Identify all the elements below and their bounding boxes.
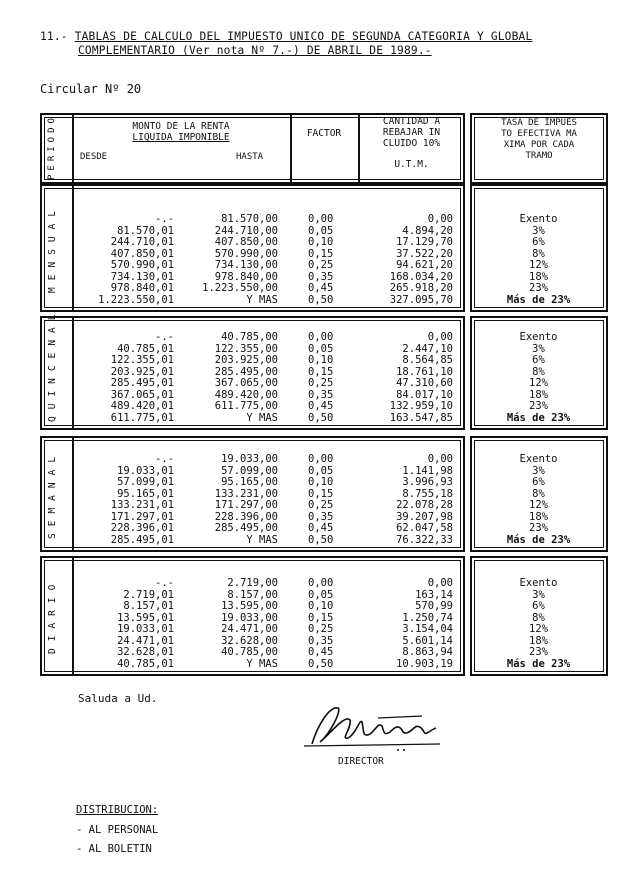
table-row xyxy=(0,413,630,425)
hasta-cell: 171.297,00 xyxy=(214,499,278,511)
desde-cell: -.- xyxy=(155,213,174,225)
tasa-header-line-1: TASA DE IMPUES xyxy=(501,118,577,128)
desde-cell: 122.355,01 xyxy=(110,354,174,366)
hasta-cell: 40.785,00 xyxy=(221,646,278,658)
factor-cell: 0,00 xyxy=(308,453,334,465)
factor-cell: 0,45 xyxy=(308,400,334,412)
cantidad-cell: 2.447,10 xyxy=(402,342,453,355)
hasta-cell: Y MAS xyxy=(246,411,278,424)
factor-cell: 0,50 xyxy=(308,533,334,546)
tasa-header-line-4: TRAMO xyxy=(525,151,553,161)
tasa-cell: 8% xyxy=(532,247,545,260)
cantidad-cell: 1.250,74 xyxy=(402,611,453,624)
factor-cell: 0,00 xyxy=(308,577,334,589)
factor-header: FACTOR xyxy=(306,128,342,139)
tasa-cell: Más de 23% xyxy=(506,533,571,546)
tasa-cell: 6% xyxy=(532,476,545,488)
factor-cell: 0,45 xyxy=(308,646,334,658)
title-line-2: COMPLEMENTARIO (Ver nota Nº 7.-) DE ABRIL DE 1989.- xyxy=(78,44,432,57)
cantidad-cell: 3.996,93 xyxy=(402,476,453,488)
director-signature xyxy=(290,694,460,758)
factor-cell: 0,05 xyxy=(308,588,334,601)
desde-cell: 285.495,01 xyxy=(110,533,174,546)
tasa-cell: 8% xyxy=(532,365,545,378)
table-row xyxy=(0,659,630,671)
tasa-cell: 18% xyxy=(529,388,548,401)
factor-cell: 0,15 xyxy=(308,487,334,500)
tasa-cell: 6% xyxy=(532,600,545,612)
cantidad-cell: 265.918,20 xyxy=(389,282,453,294)
desde-cell: 407.850,01 xyxy=(110,247,174,260)
desde-cell: 133.231,01 xyxy=(110,499,174,511)
desde-cell: 285.495,01 xyxy=(110,377,174,389)
desde-cell: -.- xyxy=(155,453,174,465)
table-row xyxy=(0,283,630,295)
cantidad-cell: 8.755,18 xyxy=(402,487,453,500)
cantidad-cell: 163.547,85 xyxy=(389,411,453,424)
cantidad-cell: 570,99 xyxy=(415,600,453,612)
hasta-cell: 367.065,00 xyxy=(214,377,278,389)
tasa-cell: 23% xyxy=(529,522,548,534)
desde-cell: 81.570,01 xyxy=(117,224,174,237)
cantidad-header-line-4: U.T.M. xyxy=(394,159,429,170)
cantidad-cell: 22.078,28 xyxy=(396,499,453,511)
hasta-cell: 978.840,00 xyxy=(214,270,278,283)
tasa-cell: Exento xyxy=(519,453,558,465)
circular-reference: Circular Nº 20 xyxy=(40,82,142,96)
factor-cell: 0,50 xyxy=(308,657,334,670)
factor-cell: 0,00 xyxy=(308,331,334,343)
table-row xyxy=(0,401,630,413)
hasta-cell: 228.396,00 xyxy=(214,510,278,523)
hasta-cell: 19.033,00 xyxy=(221,453,278,465)
desde-cell: 489.420,01 xyxy=(110,400,174,412)
hasta-cell: 611.775,00 xyxy=(214,400,278,412)
factor-cell: 0,10 xyxy=(308,476,334,488)
factor-cell: 0,15 xyxy=(308,247,334,260)
cantidad-cell: 1.141,98 xyxy=(402,464,453,477)
tasa-header-line-3: XIMA POR CADA xyxy=(503,140,575,150)
cantidad-cell: 8.564,85 xyxy=(402,354,453,366)
hasta-cell: 24.471,00 xyxy=(221,623,278,635)
period-label: DIARIO xyxy=(47,577,58,655)
hasta-cell: 244.710,00 xyxy=(214,224,278,237)
tasa-cell: 6% xyxy=(532,354,545,366)
closing-salutation: Saluda a Ud. xyxy=(78,692,158,705)
desde-cell: 57.099,01 xyxy=(117,476,174,488)
desde-cell: -.- xyxy=(155,331,174,343)
factor-cell: 0,15 xyxy=(308,365,334,378)
tasa-cell: 3% xyxy=(532,588,545,601)
period-label: SEMANAL xyxy=(47,449,58,539)
tasa-cell: 8% xyxy=(532,611,545,624)
hasta-cell: 407.850,00 xyxy=(214,236,278,248)
desde-cell: -.- xyxy=(155,577,174,589)
hasta-cell: 32.628,00 xyxy=(221,634,278,647)
table-row xyxy=(0,523,630,535)
director-label: DIRECTOR xyxy=(338,756,384,767)
hasta-cell: 122.355,00 xyxy=(214,342,278,355)
desde-cell: 19.033,01 xyxy=(117,623,174,635)
tasa-cell: 18% xyxy=(529,634,548,647)
cantidad-cell: 132.959,10 xyxy=(389,400,453,412)
tasa-cell: Más de 23% xyxy=(506,411,571,424)
factor-cell: 0,10 xyxy=(308,354,334,366)
desde-cell: 40.785,01 xyxy=(117,657,174,670)
cantidad-header-line-2: REBAJAR IN xyxy=(382,127,441,138)
cantidad-cell: 37.522,20 xyxy=(396,247,453,260)
cantidad-header-line-1: CANTIDAD A xyxy=(382,116,441,127)
factor-cell: 0,15 xyxy=(308,611,334,624)
hasta-cell: Y MAS xyxy=(246,533,278,546)
cantidad-cell: 39.207,98 xyxy=(396,510,453,523)
tasa-cell: Más de 23% xyxy=(506,293,571,306)
desde-cell: 19.033,01 xyxy=(117,464,174,477)
cantidad-cell: 47.310,60 xyxy=(396,377,453,389)
hasta-cell: 81.570,00 xyxy=(221,213,278,225)
factor-cell: 0,00 xyxy=(308,213,334,225)
hasta-cell: 95.165,00 xyxy=(221,476,278,488)
cantidad-cell: 0,00 xyxy=(427,213,453,225)
hasta-cell: 2.719,00 xyxy=(227,577,278,589)
desde-cell: 734.130,01 xyxy=(110,270,174,283)
tasa-cell: 23% xyxy=(529,282,548,294)
cantidad-cell: 10.903,19 xyxy=(396,657,453,670)
factor-cell: 0,50 xyxy=(308,411,334,424)
hasta-cell: 40.785,00 xyxy=(221,331,278,343)
cantidad-cell: 0,00 xyxy=(427,577,453,589)
tasa-header xyxy=(472,118,606,162)
hasta-cell: 57.099,00 xyxy=(221,464,278,477)
tasa-cell: 23% xyxy=(529,400,548,412)
table-row xyxy=(0,454,630,466)
desde-cell: 367.065,01 xyxy=(110,388,174,401)
cantidad-cell: 84.017,10 xyxy=(396,388,453,401)
hasta-cell: 489.420,00 xyxy=(214,388,278,401)
desde-cell: 228.396,01 xyxy=(110,522,174,534)
cantidad-cell: 0,00 xyxy=(427,331,453,343)
table-row xyxy=(0,214,630,226)
cantidad-header-line-3: CLUIDO 10% xyxy=(382,138,441,149)
table-row xyxy=(0,477,630,489)
desde-cell: 978.840,01 xyxy=(110,282,174,294)
cantidad-cell: 168.034,20 xyxy=(389,270,453,283)
table-row xyxy=(0,624,630,636)
header-divider xyxy=(290,115,292,182)
cantidad-cell: 4.894,20 xyxy=(402,224,453,237)
cantidad-cell: 3.154,04 xyxy=(402,623,453,635)
cantidad-cell: 5.601,14 xyxy=(402,634,453,647)
table-row xyxy=(0,378,630,390)
table-row xyxy=(0,332,630,344)
hasta-cell: 734.130,00 xyxy=(214,259,278,271)
factor-cell: 0,25 xyxy=(308,377,334,389)
tasa-cell: Más de 23% xyxy=(506,657,571,670)
title-number: 11.- xyxy=(40,30,68,43)
cantidad-cell: 76.322,33 xyxy=(396,533,453,546)
distribution-item: - AL BOLETIN xyxy=(76,843,152,855)
cantidad-cell: 62.047,58 xyxy=(396,522,453,534)
desde-cell: 24.471,01 xyxy=(117,634,174,647)
factor-cell: 0,35 xyxy=(308,270,334,283)
hasta-cell: Y MAS xyxy=(246,657,278,670)
tasa-cell: 23% xyxy=(529,646,548,658)
hasta-cell: 19.033,00 xyxy=(221,611,278,624)
table-row xyxy=(0,578,630,590)
tasa-cell: 12% xyxy=(529,377,548,389)
table-row xyxy=(0,500,630,512)
desde-cell: 570.990,01 xyxy=(110,259,174,271)
monto-header-line-2: LIQUIDA IMPONIBLE xyxy=(132,132,230,143)
document-title xyxy=(40,30,532,58)
table-row xyxy=(0,295,630,307)
factor-cell: 0,05 xyxy=(308,342,334,355)
desde-cell: 171.297,01 xyxy=(110,510,174,523)
tasa-cell: 18% xyxy=(529,510,548,523)
factor-cell: 0,45 xyxy=(308,282,334,294)
tasa-cell: 6% xyxy=(532,236,545,248)
period-label: QUINCENAL xyxy=(47,307,58,422)
hasta-cell: Y MAS xyxy=(246,293,278,306)
table-row xyxy=(0,237,630,249)
cantidad-cell: 327.095,70 xyxy=(389,293,453,306)
cantidad-cell: 0,00 xyxy=(427,453,453,465)
cantidad-cell: 94.621,20 xyxy=(396,259,453,271)
factor-cell: 0,25 xyxy=(308,499,334,511)
factor-cell: 0,50 xyxy=(308,293,334,306)
hasta-cell: 570.990,00 xyxy=(214,247,278,260)
tasa-cell: Exento xyxy=(519,213,558,225)
desde-cell: 40.785,01 xyxy=(117,342,174,355)
monto-header-line-1: MONTO DE LA RENTA xyxy=(132,121,230,132)
desde-cell: 13.595,01 xyxy=(117,611,174,624)
hasta-cell: 8.157,00 xyxy=(227,588,278,601)
hasta-cell: 13.595,00 xyxy=(221,600,278,612)
tasa-cell: 18% xyxy=(529,270,548,283)
tasa-header-line-2: TO EFECTIVA MA xyxy=(501,129,577,139)
factor-cell: 0,25 xyxy=(308,259,334,271)
table-row xyxy=(0,601,630,613)
tasa-cell: 8% xyxy=(532,487,545,500)
tasa-cell: 3% xyxy=(532,342,545,355)
desde-header: DESDE xyxy=(80,152,108,162)
factor-cell: 0,35 xyxy=(308,634,334,647)
distribution-heading: DISTRIBUCION: xyxy=(76,804,159,816)
desde-cell: 8.157,01 xyxy=(123,600,174,612)
period-label: MENSUAL xyxy=(47,203,58,293)
factor-cell: 0,35 xyxy=(308,388,334,401)
factor-cell: 0,10 xyxy=(308,600,334,612)
cantidad-cell: 18.761,10 xyxy=(396,365,453,378)
cantidad-cell: 8.863,94 xyxy=(402,646,453,658)
table-row xyxy=(0,535,630,547)
desde-cell: 611.775,01 xyxy=(110,411,174,424)
cantidad-cell: 17.129,70 xyxy=(396,236,453,248)
table-row xyxy=(0,647,630,659)
desde-cell: 1.223.550,01 xyxy=(98,293,174,306)
tasa-cell: 12% xyxy=(529,623,548,635)
hasta-header: HASTA xyxy=(236,152,264,162)
desde-cell: 244.710,01 xyxy=(110,236,174,248)
hasta-cell: 203.925,00 xyxy=(214,354,278,366)
hasta-cell: 285.495,00 xyxy=(214,522,278,534)
periodo-header: PERIODO xyxy=(47,114,57,180)
hasta-cell: 133.231,00 xyxy=(214,487,278,500)
title-line-1: TABLAS DE CALCULO DEL IMPUESTO UNICO DE SEGUNDA CATEGORIA Y GLOBAL xyxy=(74,30,533,43)
tasa-cell: Exento xyxy=(519,577,558,589)
factor-cell: 0,45 xyxy=(308,522,334,534)
hasta-cell: 1.223.550,00 xyxy=(202,282,278,294)
desde-cell: 32.628,01 xyxy=(117,646,174,658)
desde-cell: 95.165,01 xyxy=(117,487,174,500)
cantidad-header xyxy=(360,116,463,170)
table-row xyxy=(0,260,630,272)
factor-cell: 0,35 xyxy=(308,510,334,523)
distribution-item: - AL PERSONAL xyxy=(76,824,159,836)
tasa-cell: 3% xyxy=(532,224,545,237)
tasa-cell: 12% xyxy=(529,259,548,271)
tasa-cell: Exento xyxy=(519,331,558,343)
monto-header xyxy=(74,121,288,143)
cantidad-cell: 163,14 xyxy=(415,588,453,601)
tasa-cell: 3% xyxy=(532,464,545,477)
tasa-cell: 12% xyxy=(529,499,548,511)
table-row xyxy=(0,355,630,367)
signature-image xyxy=(290,694,460,754)
factor-cell: 0,05 xyxy=(308,224,334,237)
hasta-cell: 285.495,00 xyxy=(214,365,278,378)
desde-cell: 203.925,01 xyxy=(110,365,174,378)
factor-cell: 0,05 xyxy=(308,464,334,477)
factor-cell: 0,10 xyxy=(308,236,334,248)
desde-cell: 2.719,01 xyxy=(123,588,174,601)
factor-cell: 0,25 xyxy=(308,623,334,635)
